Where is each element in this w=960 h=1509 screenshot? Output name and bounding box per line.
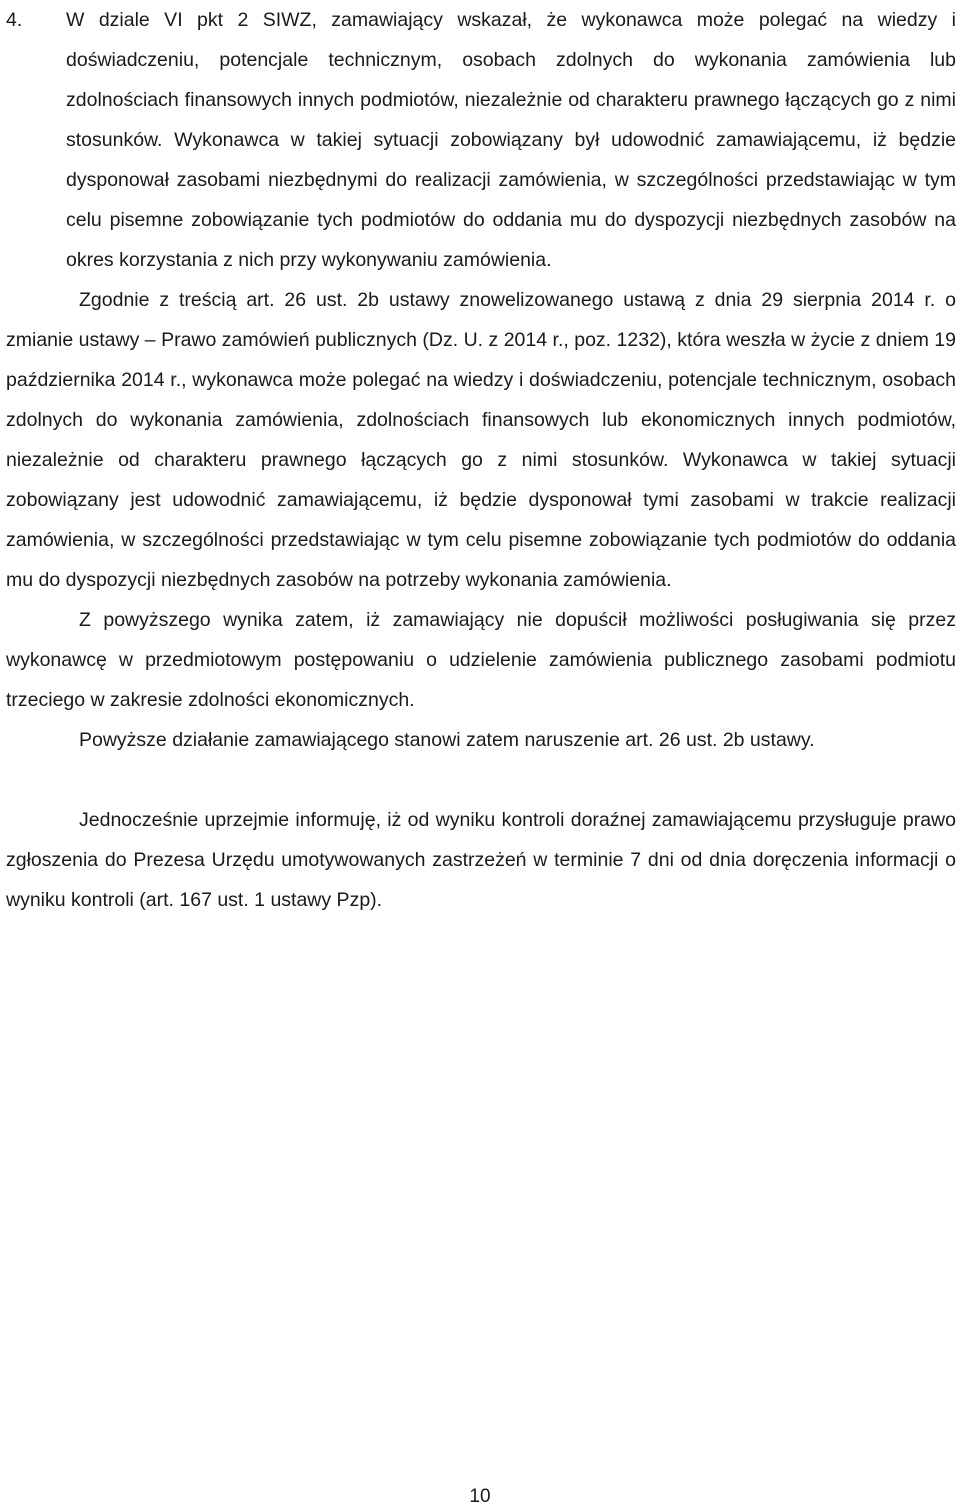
document-body — [6, 0, 956, 920]
paragraph-siwz: W dziale VI pkt 2 SIWZ, zamawiający wskazał, że wykonawca może polegać na wiedzy i doświadczeniu, potencjale technicznym, osobach zdolnych do wykonania zamówienia lub zdolnościach finansowych innych podmiotów, niezależnie od charakteru prawnego łączących go z nimi stosunków. Wykonawca w takiej sytuacji zobowiązany był udowodnić zamawiającemu, iż będzie dysponował zasobami niezbędnymi do realizacji zamówienia, w szczególności przedstawiając w tym celu pisemne zobowiązanie tych podmiotów do oddania mu do dyspozycji niezbędnych zasobów na okres korzystania z nich przy wykonywaniu zamówienia. — [66, 9, 956, 271]
numbered-item — [6, 0, 956, 280]
paragraph-notice: Jednocześnie uprzejmie informuję, iż od wyniku kontroli doraźnej zamawiającemu przysługuje prawo zgłoszenia do Prezesa Urzędu umotywowanych zastrzeżeń w terminie 7 dni od dnia doręczenia informacji o wyniku kontroli (art. 167 ust. 1 ustawy Pzp). — [6, 809, 956, 911]
paragraph-violation: Powyższe działanie zamawiającego stanowi zatem naruszenie art. 26 ust. 2b ustawy. — [79, 729, 815, 751]
item-number: 4. — [6, 9, 23, 31]
page-number: 10 — [469, 1486, 491, 1507]
paragraph-art-26: Zgodnie z treścią art. 26 ust. 2b ustawy znowelizowanego ustawą z dnia 29 sierpnia 2014 r. o zmianie ustawy – Prawo zamówień publicznych (Dz. U. z 2014 r., poz. 1232), która weszła w życie z dniem 19 października 2014 r., wykonawca może polegać na wiedzy i doświadczeniu, potencjale technicznym, osobach zdolnych do wykonania zamówienia, zdolnościach finansowych lub ekonomicznych innych podmiotów, niezależnie od charakteru prawnego łączących go z nimi stosunków. Wykonawca w takiej sytuacji zobowiązany jest udowodnić zamawiającemu, iż będzie dysponował tymi zasobami w trakcie realizacji zamówienia, w szczególności przedstawiając w tym celu pisemne zobowiązanie tych podmiotów do oddania mu do dyspozycji niezbędnych zasobów na potrzeby wykonania zamówienia. — [6, 289, 956, 591]
paragraph-conclusion: Z powyższego wynika zatem, iż zamawiający nie dopuścił możliwości posługiwania się przez wykonawcę w przedmiotowym postępowaniu o udzielenie zamówienia publicznego zasobami podmiotu trzeciego w zakresie zdolności ekonomicznych. — [6, 609, 956, 711]
